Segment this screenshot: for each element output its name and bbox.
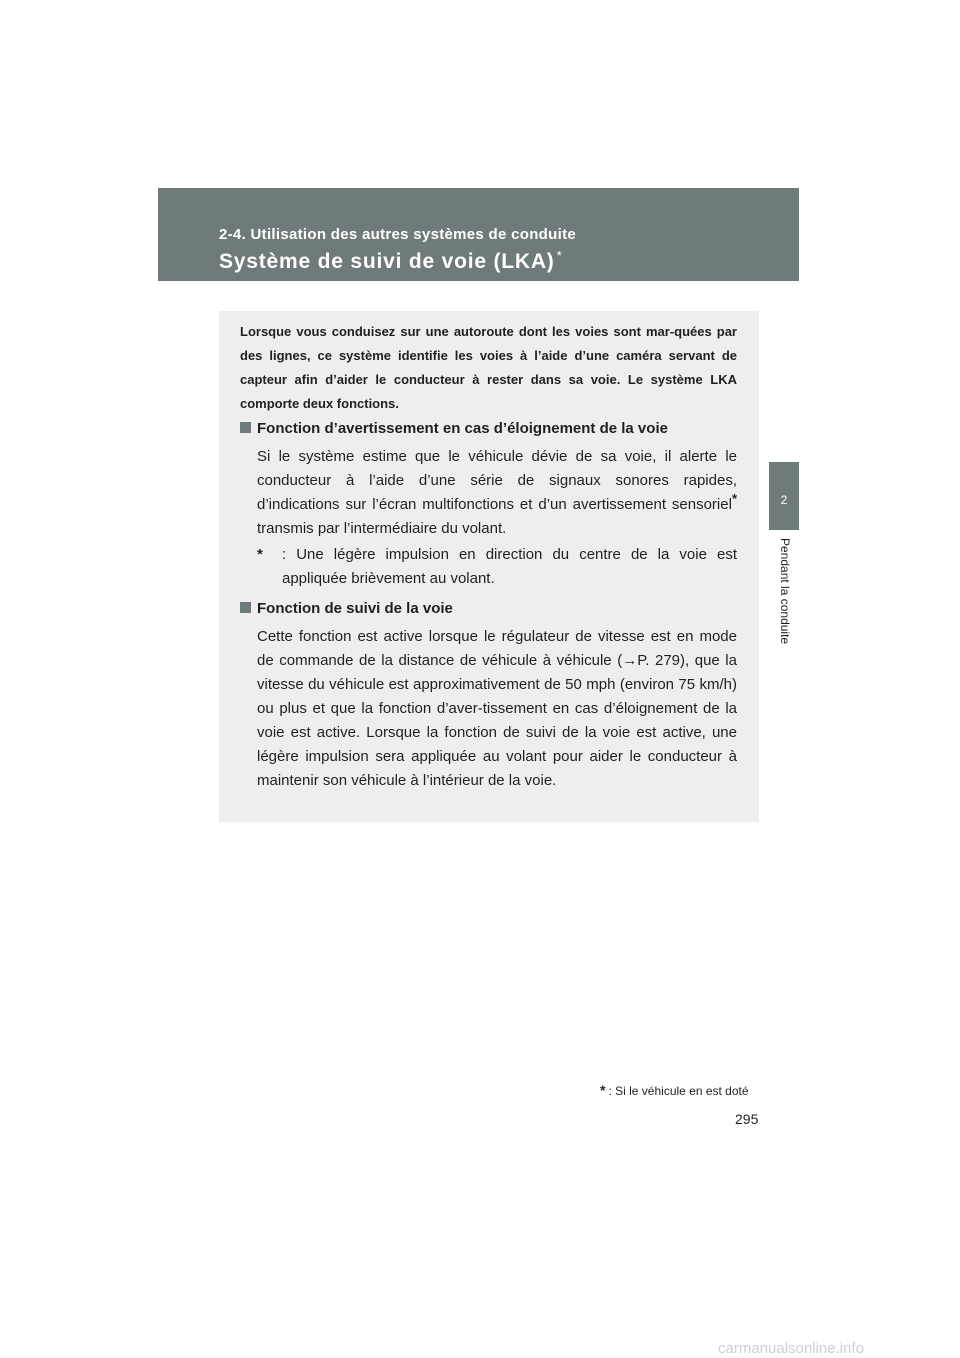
footnote-text: : Si le véhicule en est doté	[608, 1084, 749, 1098]
chapter-label: Pendant la conduite	[778, 538, 792, 645]
content-box	[219, 311, 759, 822]
footnote-star: *	[731, 491, 737, 506]
footnote-text: : Une légère impulsion en direction du centre de la voie est appliquée brièvement au volant.	[282, 546, 737, 587]
intro-paragraph: Lorsque vous conduisez sur une autoroute dont les voies sont mar-quées par des lignes, ce système identifie les voies à l’aide d’une caméra servant de capteur afin d’aider le conducteur à rester dans sa voie. Le système LKA comporte deux fonctions.	[240, 324, 737, 411]
page-footnote	[600, 1082, 749, 1098]
paragraph-text: Si le système estime que le véhicule dévie de sa voie, il alerte le conducteur à l’aide d’une série de signaux sonores rapides, d’indications sur l’écran multifonctions et d’un avertissement sensoriel	[257, 448, 737, 513]
section-heading-lane-keeping	[240, 600, 453, 617]
lane-departure-paragraph	[257, 445, 737, 541]
footnote-star: *	[600, 1082, 606, 1098]
square-bullet-icon	[240, 602, 251, 613]
footnote-star: *	[257, 546, 263, 563]
watermark: carmanualsonline.info	[718, 1340, 864, 1357]
page-title-text: Système de suivi de voie (LKA)	[219, 250, 555, 273]
lane-keeping-paragraph: Cette fonction est active lorsque le régulateur de vitesse est en mode de commande de la distance de véhicule à véhicule (→P. 279), que la vitesse du véhicule est approximativement de 50 mph (environ 75 km/h) ou plus et que la fonction d’aver-tissement en cas d’éloignement de la voie est active. Lorsque la fonction de suivi de la voie est active, une légère impulsion sera appliquée au volant pour aider le conducteur à maintenir son véhicule à l’intérieur de la voie.	[257, 628, 737, 789]
title-asterisk: *	[556, 248, 563, 263]
paragraph-text: transmis par l’intermédiaire du volant.	[257, 520, 507, 537]
inline-footnote	[257, 543, 737, 591]
section-heading-lane-departure	[240, 420, 668, 437]
section-reference: 2-4. Utilisation des autres systèmes de conduite	[219, 226, 577, 243]
section-heading-text: Fonction d’avertissement en cas d’éloignement de la voie	[257, 420, 668, 437]
chapter-number: 2	[780, 493, 788, 507]
section-heading-text: Fonction de suivi de la voie	[257, 600, 453, 617]
page-title	[219, 248, 562, 274]
square-bullet-icon	[240, 422, 251, 433]
page-number: 295	[735, 1111, 759, 1127]
